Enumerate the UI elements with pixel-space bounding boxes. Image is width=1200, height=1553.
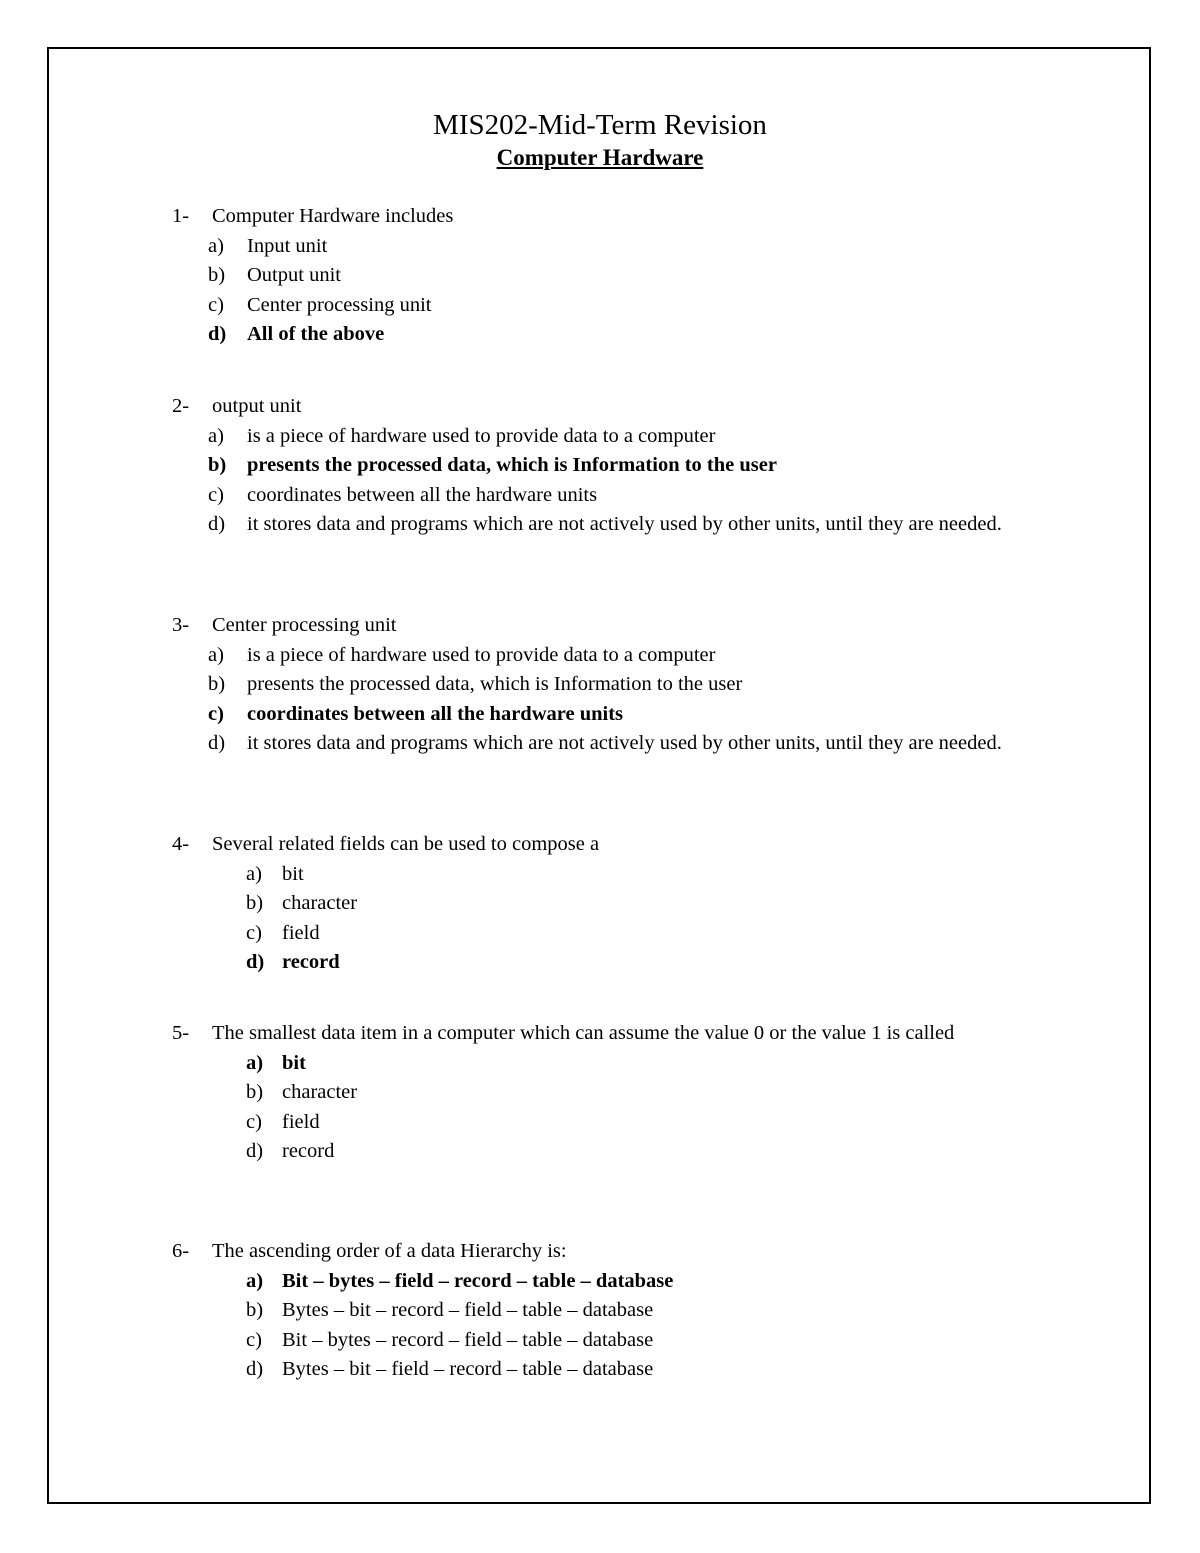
option-text: Output unit bbox=[247, 264, 341, 286]
option-b bbox=[172, 670, 1052, 700]
question-text: The smallest data item in a computer which can assume the value 0 or the value 1 is called bbox=[212, 1022, 955, 1044]
document-title: MIS202-Mid-Term Revision bbox=[433, 109, 767, 141]
question-4 bbox=[172, 830, 1052, 978]
option-c bbox=[172, 291, 1052, 321]
question-text: output unit bbox=[212, 395, 302, 417]
option-letter: b) bbox=[208, 673, 226, 695]
option-list bbox=[172, 860, 1052, 978]
question-stem bbox=[172, 202, 1052, 232]
option-d bbox=[172, 1355, 1052, 1385]
option-b bbox=[172, 1078, 1052, 1108]
option-letter: b) bbox=[208, 454, 227, 476]
option-d bbox=[172, 948, 1052, 978]
question-2 bbox=[172, 392, 1052, 540]
option-text: presents the processed data, which is Information to the user bbox=[247, 454, 777, 476]
option-text: coordinates between all the hardware units bbox=[247, 702, 624, 725]
option-text: Center processing unit bbox=[247, 293, 432, 316]
option-letter: c) bbox=[246, 1110, 262, 1133]
option-letter: d) bbox=[208, 323, 227, 345]
option-b bbox=[172, 1296, 1052, 1326]
option-list bbox=[172, 422, 1052, 540]
option-text: Bytes – bit – record – field – table – database bbox=[282, 1299, 654, 1321]
option-text: presents the processed data, which is Information to the user bbox=[247, 673, 743, 695]
question-6 bbox=[172, 1237, 1052, 1385]
option-letter: b) bbox=[246, 1299, 264, 1321]
option-d bbox=[172, 729, 1052, 759]
option-letter: b) bbox=[246, 892, 264, 914]
option-c bbox=[172, 1326, 1052, 1356]
option-text: record bbox=[282, 1140, 335, 1162]
question-text: Several related fields can be used to compose a bbox=[212, 833, 600, 855]
option-letter: c) bbox=[208, 483, 224, 506]
option-a bbox=[172, 1267, 1052, 1297]
question-number: 2- bbox=[172, 395, 190, 417]
option-c bbox=[172, 919, 1052, 949]
option-a bbox=[172, 641, 1052, 671]
question-number: 5- bbox=[172, 1022, 190, 1044]
question-stem bbox=[172, 392, 1052, 422]
question-5 bbox=[172, 1019, 1052, 1167]
question-text: Computer Hardware includes bbox=[212, 205, 454, 227]
option-a bbox=[172, 232, 1052, 262]
option-d bbox=[172, 510, 1052, 540]
option-text: is a piece of hardware used to provide data to a computer bbox=[247, 643, 716, 666]
option-text: bit bbox=[282, 1051, 306, 1074]
question-stem bbox=[172, 1019, 1052, 1049]
option-list bbox=[172, 1267, 1052, 1385]
option-text: it stores data and programs which are not actively used by other units, until they are needed. bbox=[247, 732, 1002, 754]
option-list bbox=[172, 232, 1052, 350]
option-text: character bbox=[282, 1081, 358, 1103]
option-a bbox=[172, 422, 1052, 452]
option-text: Bit – bytes – field – record – table – database bbox=[282, 1269, 674, 1292]
option-text: coordinates between all the hardware units bbox=[247, 483, 598, 506]
option-letter: d) bbox=[246, 1358, 264, 1380]
option-a bbox=[172, 1049, 1052, 1079]
option-c bbox=[172, 700, 1052, 730]
question-text: Center processing unit bbox=[212, 614, 397, 636]
question-3 bbox=[172, 611, 1052, 759]
option-d bbox=[172, 320, 1052, 350]
question-number: 3- bbox=[172, 614, 190, 636]
option-text: All of the above bbox=[247, 323, 385, 345]
option-d bbox=[172, 1137, 1052, 1167]
option-letter: a) bbox=[246, 862, 262, 885]
option-list bbox=[172, 1049, 1052, 1167]
document-subtitle: Computer Hardware bbox=[496, 145, 704, 170]
option-list bbox=[172, 641, 1052, 759]
option-letter: a) bbox=[208, 643, 224, 666]
option-letter: d) bbox=[208, 732, 226, 754]
option-letter: c) bbox=[246, 921, 262, 944]
option-text: field bbox=[282, 1110, 320, 1133]
question-text: The ascending order of a data Hierarchy is: bbox=[212, 1240, 567, 1262]
option-a bbox=[172, 860, 1052, 890]
option-letter: c) bbox=[208, 702, 224, 725]
option-letter: b) bbox=[208, 264, 226, 286]
option-text: Input unit bbox=[247, 234, 328, 257]
option-text: is a piece of hardware used to provide data to a computer bbox=[247, 424, 716, 447]
option-text: record bbox=[282, 951, 340, 973]
option-text: it stores data and programs which are not actively used by other units, until they are needed. bbox=[247, 513, 1002, 535]
question-number: 1- bbox=[172, 205, 190, 227]
option-letter: a) bbox=[246, 1269, 264, 1292]
option-letter: c) bbox=[208, 293, 224, 316]
option-b bbox=[172, 451, 1052, 481]
question-stem bbox=[172, 611, 1052, 641]
question-number: 6- bbox=[172, 1240, 190, 1262]
option-letter: a) bbox=[208, 424, 224, 447]
question-stem bbox=[172, 1237, 1052, 1267]
option-text: Bit – bytes – record – field – table – database bbox=[282, 1328, 654, 1351]
question-number: 4- bbox=[172, 833, 190, 855]
option-b bbox=[172, 889, 1052, 919]
option-c bbox=[172, 481, 1052, 511]
option-letter: a) bbox=[208, 234, 224, 257]
option-letter: b) bbox=[246, 1081, 264, 1103]
option-text: field bbox=[282, 921, 320, 944]
option-text: bit bbox=[282, 862, 304, 885]
question-1 bbox=[172, 202, 1052, 350]
option-text: character bbox=[282, 892, 358, 914]
option-letter: a) bbox=[246, 1051, 264, 1074]
option-text: Bytes – bit – field – record – table – database bbox=[282, 1358, 654, 1380]
option-letter: d) bbox=[208, 513, 226, 535]
option-c bbox=[172, 1108, 1052, 1138]
option-b bbox=[172, 261, 1052, 291]
option-letter: d) bbox=[246, 951, 265, 973]
option-letter: d) bbox=[246, 1140, 264, 1162]
question-stem bbox=[172, 830, 1052, 860]
option-letter: c) bbox=[246, 1328, 262, 1351]
